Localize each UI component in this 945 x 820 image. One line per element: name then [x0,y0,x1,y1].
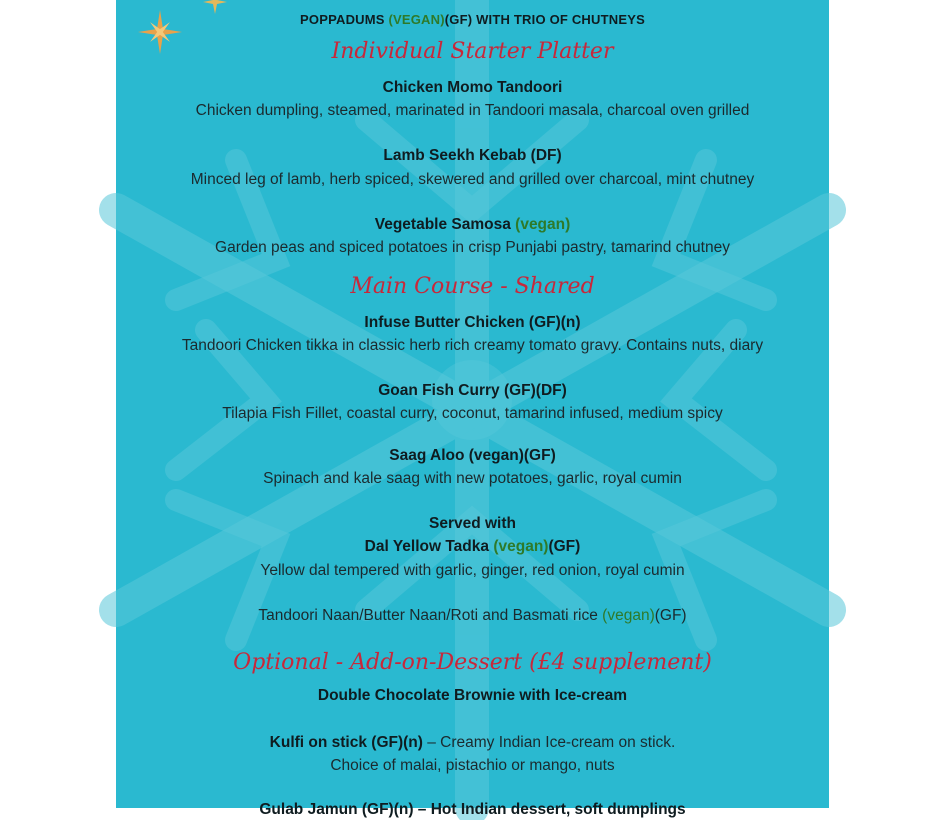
starter-3-name [116,215,829,235]
main-3-name: Saag Aloo (vegan)(GF) [389,447,556,464]
dal-vegan-tag: (vegan) [493,538,549,555]
section-heading-dessert: Optional - Add-on-Dessert (£4 supplement) [233,650,712,675]
section-heading-starters: Individual Starter Platter [331,39,614,64]
starter-3-desc: Garden peas and spiced potatoes in crisp Punjabi pastry, tamarind chutney [215,239,730,256]
served-with-label: Served with [429,515,516,532]
dessert-brownie: Double Chocolate Brownie with Ice-cream [317,687,628,704]
kulfi-name: Kulfi on stick (GF)(n) [269,734,423,751]
starter-1-name: Chicken Momo Tandoori [382,79,563,96]
main-2-name: Goan Fish Curry (GF)(DF) [378,382,567,399]
dal-title: Dal Yellow Tadka [364,538,494,555]
dal-gf-tag: (GF) [548,538,581,555]
kulfi-desc: – Creamy Indian Ice-cream on stick. [422,734,676,751]
starter-1-desc: Chicken dumpling, steamed, marinated in Tandoori masala, charcoal oven grilled [195,102,750,119]
dal-name [116,537,829,557]
starter-3-title: Vegetable Samosa [374,216,516,233]
starter-3-vegan-tag: (vegan) [515,216,571,233]
breads-vegan-tag: (vegan) [602,607,655,624]
section-heading-mains: Main Course - Shared [350,274,595,299]
main-3-desc: Spinach and kale saag with new potatoes, garlic, royal cumin [263,470,682,487]
intro-vegan-tag: (VEGAN) [388,12,445,27]
intro-suffix: (GF) WITH TRIO OF CHUTNEYS [444,12,645,27]
main-1-desc: Tandoori Chicken tikka in classic herb rich creamy tomato gravy. Contains nuts, diary [181,337,764,354]
dal-desc: Yellow dal tempered with garlic, ginger, red onion, royal cumin [260,562,685,579]
kulfi-line-2: Choice of malai, pistachio or mango, nuts [330,757,615,774]
menu-card [116,0,829,818]
breads-text: Tandoori Naan/Butter Naan/Roti and Basmati rice [258,607,603,624]
dessert-gulab-partial: Gulab Jamun (GF)(n) – Hot Indian dessert, soft dumplings [259,801,686,818]
breads-gf-tag: (GF) [654,607,687,624]
starter-2-desc: Minced leg of lamb, herb spiced, skewered and grilled over charcoal, mint chutney [190,171,755,188]
breads-line [116,606,829,626]
intro-line [116,10,829,30]
main-1-name: Infuse Butter Chicken (GF)(n) [364,314,581,331]
starter-2-name: Lamb Seekh Kebab (DF) [383,147,562,164]
main-2-desc: Tilapia Fish Fillet, coastal curry, coconut, tamarind infused, medium spicy [222,405,723,422]
dessert-kulfi [116,733,829,753]
intro-prefix: POPPADUMS [300,12,389,27]
